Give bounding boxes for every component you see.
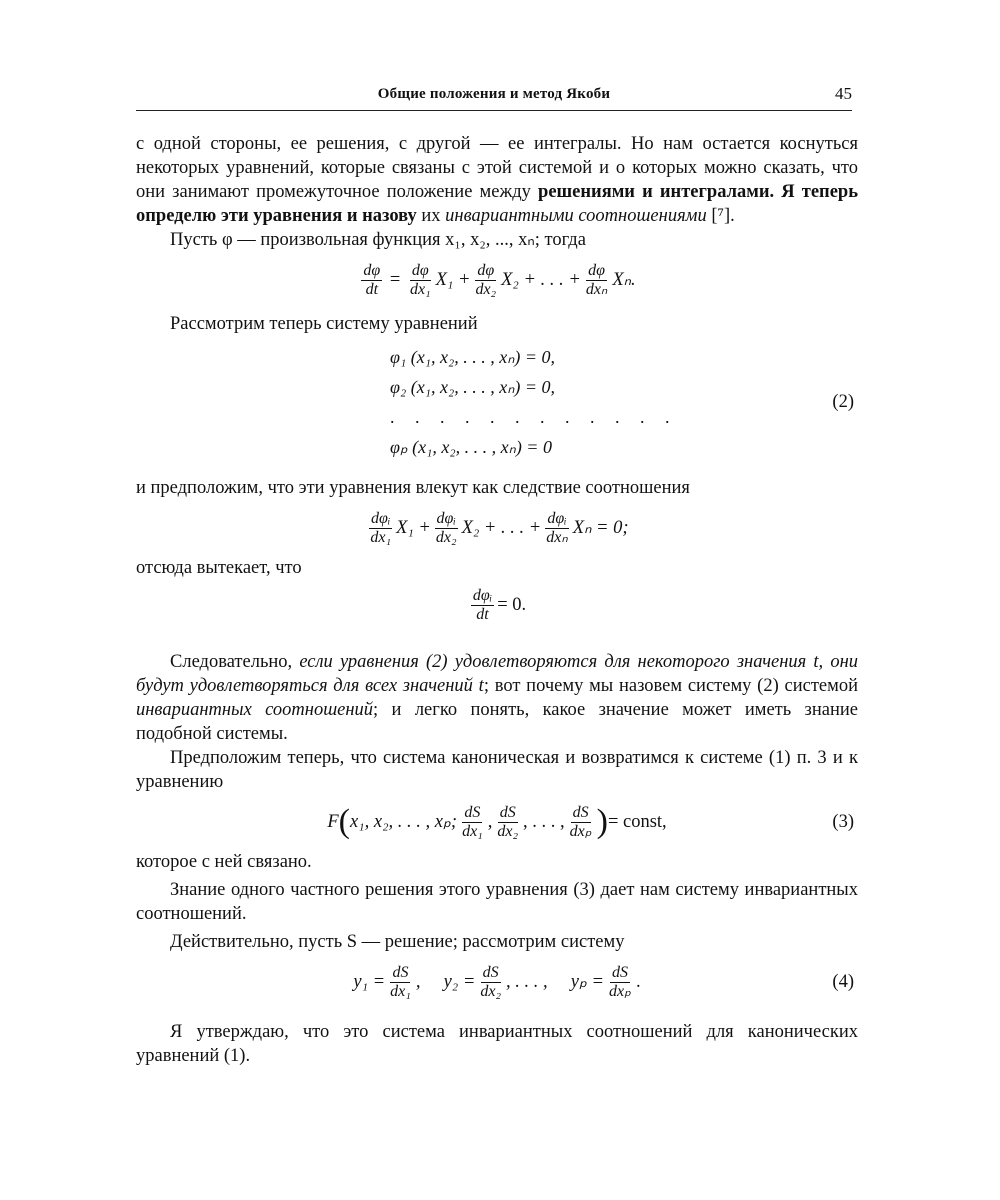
system-line-2: φ₂ (x₁, x₂, . . . , xₙ) = 0, [390,377,556,397]
system-line-3: φₚ (x₁, x₂, . . . , xₙ) = 0 [390,437,552,457]
equation-consequence: $\frac{\text{dφᵢ}}{\text{dx₁}}$ X₁ + $\frac{\text{dφᵢ}}{\text{dx₂}}$ X₂ + . . . + $\frac{\text{dφᵢ}}{\text{dxₙ}}$ Xₙ = 0; [370,509,629,546]
equation-number-2: (2) [832,392,854,412]
running-title: Общие положения и метод Якоби [377,86,611,102]
equation-number-4: (4) [832,972,854,992]
paragraph-6: Следовательно, если уравнения (2) удовлетворяются для некоторого значения t, они будут удовлетворяться для всех значений t; вот почему мы назовем систему (2) системой инвариантных соотношений; и легко понять, какое значение может иметь знание подобной системы. [136,652,858,744]
term-invariant-relations: инвариантными соотношениями [445,206,707,226]
equation-dphi-i-dt: $\frac{\text{dφᵢ}}{dt}$ = 0. [472,586,527,623]
paragraph-10: Действительно, пусть S — решение; рассмотрим систему [170,932,625,952]
equation-4: y₁ = $\frac{dS}{\text{dx₁}}$ , y₂ = $\frac{dS}{\text{dx₂}}$ , . . . , yₚ = $\frac{dS}{\text{dxₚ}}$ . (4) [353,963,854,1000]
paragraph-7: Предположим теперь, что система каноническая и возвратимся к системе (1) п. 3 и к уравнению [136,748,858,792]
paragraph-9: Знание одного частного решения этого уравнения (3) дает нам систему инвариантных соотношений. [136,880,858,924]
equation-dphi-dt: $\frac{d\varphi}{dt}$ = $\frac{d\varphi}{\text{dx₁}}$ X₁ + $\frac{d\varphi}{\text{dx₂}}$ X₂ + . . . + $\frac{d\varphi}{\text{dxₙ}}$ Xₙ. [363,261,636,298]
paragraph-11: Я утверждаю, что это система инвариантных соотношений для канонических уравнений (1). [136,1022,858,1066]
paragraph-2: Пусть φ — произвольная функция x₁, x₂, ..., xₙ; тогда [170,230,586,250]
paragraph-5: отсюда вытекает, что [136,558,302,578]
system-line-1: φ₁ (x₁, x₂, . . . , xₙ) = 0, [390,347,556,367]
page-number: 45 [835,84,852,103]
paragraph-3: Рассмотрим теперь систему уравнений [170,314,478,334]
paragraph-4: и предположим, что эти уравнения влекут как следствие соотношения [136,478,690,498]
system-dots: . . . . . . . . . . . . [390,407,678,427]
equation-3: F ( x₁, x₂, . . . , xₚ; $\frac{dS}{\text{dx₁}}$ , $\frac{dS}{\text{dx₂}}$ , . . . , $\frac{dS}{\text{dxₚ}}$ ) = const, (3) [327,803,854,840]
page-header [136,80,852,111]
equation-system-2 [136,342,858,462]
equation-number-3: (3) [832,812,854,832]
paragraph-1: с одной стороны, ее решения, с другой — ее интегралы. Но нам остается коснуться некоторых уравнений, которые связаны с этой системой и о которых можно сказать, что они занимают промежуточное положение между решениями и интегралами. Я теперь определю эти уравнения и назову их инвариантными соотношениями [⁷]. [136,134,858,226]
page-body [136,132,858,1068]
paragraph-8: которое с ней связано. [136,852,312,872]
